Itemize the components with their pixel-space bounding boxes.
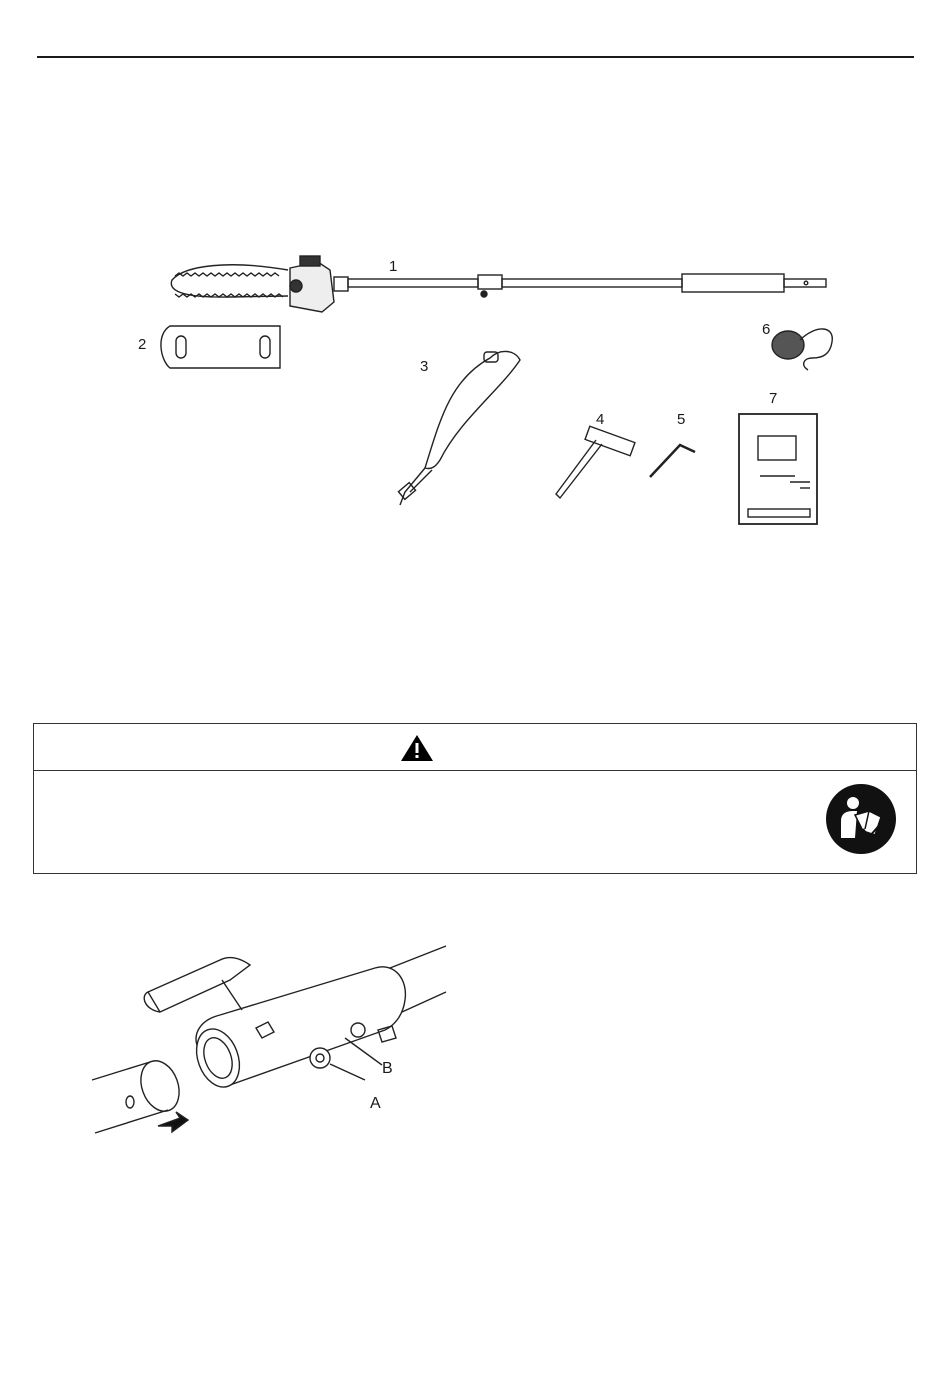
part-number-3: 3 [420, 358, 429, 375]
part-number-7: 7 [769, 390, 778, 407]
parts-drawing [0, 230, 950, 540]
warning-header [34, 724, 916, 771]
hook-icon [772, 329, 832, 370]
callout-a: A [370, 1095, 381, 1112]
bar-guard-icon [161, 326, 280, 368]
manual-book-icon [739, 414, 817, 524]
warning-triangle-icon [399, 733, 435, 763]
warning-box [33, 723, 917, 874]
parts-illustration [0, 230, 950, 540]
hex-key-icon [650, 445, 695, 477]
header-rule [37, 56, 914, 58]
callout-b: B [382, 1060, 393, 1077]
part-number-5: 5 [677, 411, 686, 428]
part-number-6: 6 [762, 321, 771, 338]
part-number-1: 1 [389, 258, 398, 275]
pole-saw-icon [171, 256, 826, 312]
part-number-4: 4 [596, 411, 605, 428]
part-number-2: 2 [138, 336, 147, 353]
harness-strap-icon [398, 351, 520, 505]
assembly-illustration [90, 940, 460, 1140]
read-manual-icon [825, 783, 897, 855]
combination-wrench-icon [556, 426, 635, 498]
coupler-assembly-drawing [90, 940, 460, 1140]
